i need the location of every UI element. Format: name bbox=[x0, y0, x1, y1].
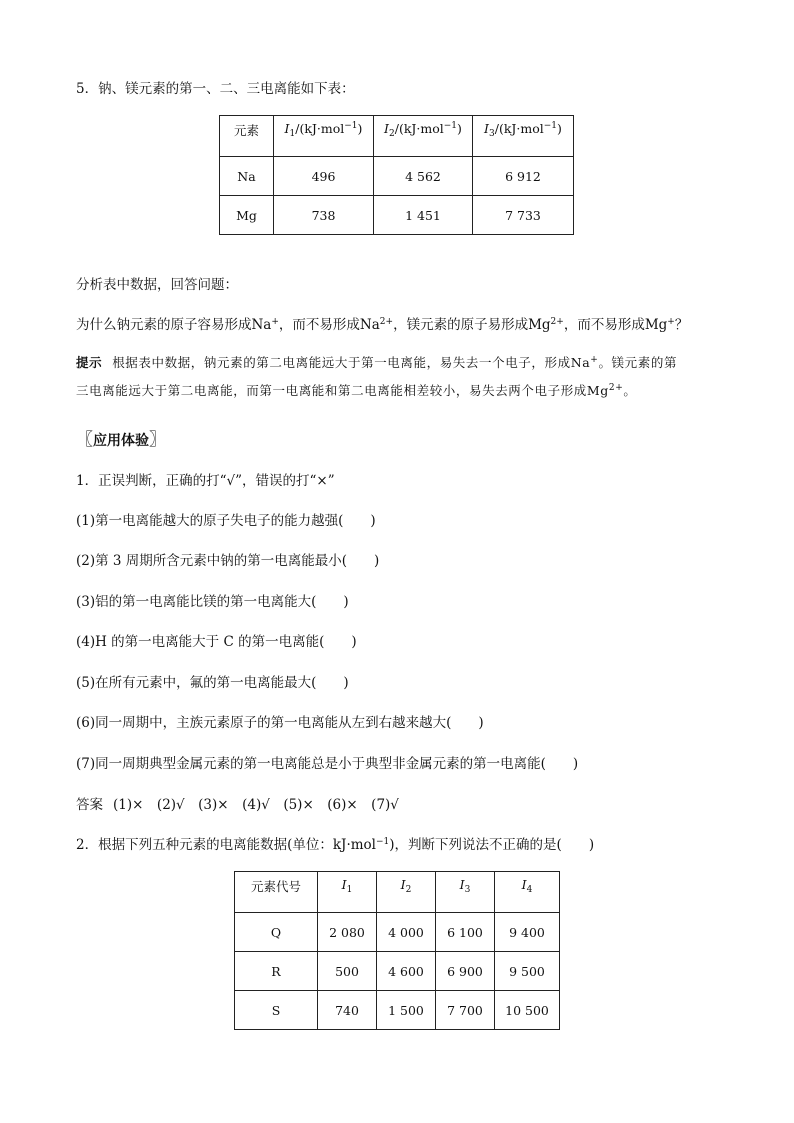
table-cell: 740 bbox=[318, 991, 377, 1030]
table-cell: 10 500 bbox=[495, 991, 560, 1030]
header-cell: $I_4$ bbox=[495, 872, 560, 913]
table-cell: 6 100 bbox=[436, 913, 495, 952]
hint-label: 提示 bbox=[76, 355, 103, 370]
table-cell: 7 700 bbox=[436, 991, 495, 1030]
header-cell: 元素 bbox=[220, 116, 274, 157]
list-item: (4)H 的第一电离能大于 C 的第一电离能( ) bbox=[76, 634, 357, 650]
answer-text: (1)× (2)√ (3)× (4)√ (5)× (6)× (7)√ bbox=[113, 797, 399, 813]
list-item: (2)第 3 周期所含元素中钠的第一电离能最小( ) bbox=[76, 553, 380, 569]
table-cell: 2 080 bbox=[318, 913, 377, 952]
header-cell: 元素代号 bbox=[235, 872, 318, 913]
q1-title: 1．正误判断，正确的打“√”，错误的打“×” bbox=[76, 473, 335, 489]
header-cell: $I_1/(kJ\cdot mol^{-1})$ bbox=[274, 116, 374, 157]
hint-line-2: 三电离能远大于第二电离能，而第一电离能和第二电离能相差较小，易失去两个电子形成$Mg^{2+}$。 bbox=[76, 383, 637, 398]
section-title: 应用体验 bbox=[93, 433, 149, 449]
table-cell: Mg bbox=[220, 196, 274, 235]
table-cell: 500 bbox=[318, 952, 377, 991]
header-cell: $I_2/(kJ\cdot mol^{-1})$ bbox=[374, 116, 473, 157]
q5-question: 为什么钠元素的原子容易形成Na+，而不易形成$Na^{2+}$，镁元素的原子易形成$Mg^{2+}$，而不易形成Mg+？ bbox=[76, 317, 689, 333]
table-cell: 1 500 bbox=[377, 991, 436, 1030]
table-cell: 738 bbox=[274, 196, 374, 235]
header-cell: $I_3/(kJ\cdot mol^{-1})$ bbox=[473, 116, 574, 157]
table-cell: 4 562 bbox=[374, 157, 473, 196]
list-item: (3)铝的第一电离能比镁的第一电离能大( ) bbox=[76, 594, 349, 610]
table-cell: 7 733 bbox=[473, 196, 574, 235]
q2-title: 2．根据下列五种元素的电离能数据(单位：kJ·mol$^{-1}$)，判断下列说法不正确的是( ) bbox=[76, 837, 595, 853]
table-cell: 1 451 bbox=[374, 196, 473, 235]
q5-title: 5．钠、镁元素的第一、二、三电离能如下表： bbox=[76, 81, 355, 97]
table-cell: S bbox=[235, 991, 318, 1030]
table-cell: 496 bbox=[274, 157, 374, 196]
table-cell: Na bbox=[220, 157, 274, 196]
table-cell: 9 400 bbox=[495, 913, 560, 952]
header-cell: $I_2$ bbox=[377, 872, 436, 913]
table-cell: Q bbox=[235, 913, 318, 952]
analyze-instruction: 分析表中数据，回答问题： bbox=[76, 277, 238, 293]
table-cell: 4 000 bbox=[377, 913, 436, 952]
q1-answer bbox=[76, 793, 399, 813]
list-item: (5)在所有元素中，氟的第一电离能最大( ) bbox=[76, 675, 349, 691]
answer-label: 答案 bbox=[76, 797, 103, 813]
list-item: (7)同一周期典型金属元素的第一电离能总是小于典型非金属元素的第一电离能( ) bbox=[76, 756, 579, 772]
hint-line-1: 提示 根据表中数据，钠元素的第二电离能远大于第一电离能，易失去一个电子，形成Na+。镁元素的第 bbox=[76, 355, 678, 370]
table-cell: 9 500 bbox=[495, 952, 560, 991]
list-item: (6)同一周期中，主族元素原子的第一电离能从左到右越来越大( ) bbox=[76, 715, 484, 731]
header-cell: $I_1$ bbox=[318, 872, 377, 913]
q5-ionization-table bbox=[219, 115, 574, 235]
table-cell: 4 600 bbox=[377, 952, 436, 991]
q2-ionization-table bbox=[234, 871, 560, 1030]
list-item: (1)第一电离能越大的原子失电子的能力越强( ) bbox=[76, 513, 376, 529]
table-cell: 6 900 bbox=[436, 952, 495, 991]
header-cell: $I_3$ bbox=[436, 872, 495, 913]
table-cell: 6 912 bbox=[473, 157, 574, 196]
section-heading: 〖应用体验〗 bbox=[76, 430, 166, 450]
table-cell: R bbox=[235, 952, 318, 991]
